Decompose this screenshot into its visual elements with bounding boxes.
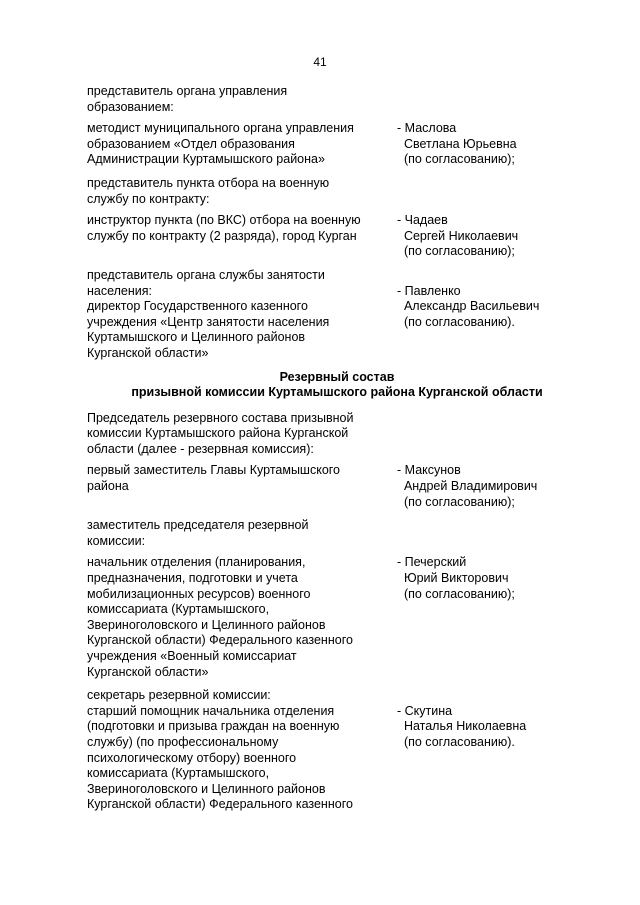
position-line: психологическому отбору) военного <box>87 750 297 765</box>
member-name <box>397 213 587 260</box>
position-line: мобилизационных ресурсов) военного <box>87 586 311 601</box>
label-line: представитель пункта отбора на военную <box>87 175 330 190</box>
position-line: Звериноголовского и Целинного районов <box>87 617 326 632</box>
member-row <box>87 268 587 362</box>
member-row <box>87 213 587 260</box>
position-line: Куртамышского и Целинного районов <box>87 330 306 345</box>
section-label <box>87 518 389 549</box>
name-line: - Павленко <box>397 283 461 298</box>
position-description <box>87 463 397 510</box>
position-line: первый заместитель Главы Куртамышского <box>87 463 341 478</box>
position-line: представитель органа службы занятости <box>87 267 325 282</box>
name-line: Наталья Николаевна <box>397 719 527 734</box>
position-line: инструктор пункта (по ВКС) отбора на военную <box>87 213 361 228</box>
label-line: комиссии Куртамышского района Курганской <box>87 426 349 441</box>
name-line: - Скутина <box>397 703 453 718</box>
name-line: Александр Васильевич <box>397 299 540 314</box>
member-name <box>397 268 587 362</box>
position-line: Курганской области» <box>87 664 209 679</box>
name-line: - Чадаев <box>397 213 448 228</box>
name-line: - Максунов <box>397 463 461 478</box>
label-line: комиссии: <box>87 533 146 548</box>
position-description <box>87 121 397 168</box>
name-line: - Маслова <box>397 121 457 136</box>
member-name <box>397 688 587 813</box>
position-line: Администрации Куртамышского района» <box>87 152 325 167</box>
label-line: области (далее - резервная комиссия): <box>87 441 314 456</box>
name-line: (по согласованию); <box>397 244 515 259</box>
name-line: (по согласованию). <box>397 314 515 329</box>
name-line: - Печерский <box>397 555 467 570</box>
title-line: призывной комиссии Куртамышского района Курганской области <box>131 385 543 400</box>
section-label <box>87 411 389 458</box>
position-line: населения: <box>87 283 153 298</box>
name-line: (по согласованию); <box>397 586 515 601</box>
label-line: заместитель председателя резервной <box>87 518 309 533</box>
name-line: Юрий Викторович <box>397 571 509 586</box>
position-line: директор Государственного казенного <box>87 299 308 314</box>
position-line: Звериноголовского и Целинного районов <box>87 781 326 796</box>
section-label <box>87 176 389 207</box>
position-line: Курганской области) Федерального казенного <box>87 633 353 648</box>
member-row <box>87 688 587 813</box>
position-line: учреждения «Центр занятости населения <box>87 314 330 329</box>
position-line: методист муниципального органа управления <box>87 121 354 136</box>
position-line: службу по контракту (2 разряда), город Курган <box>87 228 357 243</box>
section-label <box>87 84 389 115</box>
member-row <box>87 463 587 510</box>
name-line <box>397 688 587 704</box>
name-line: Светлана Юрьевна <box>397 136 517 151</box>
member-name <box>397 463 587 510</box>
position-line: начальник отделения (планирования, <box>87 555 306 570</box>
label-line: службу по контракту: <box>87 191 210 206</box>
label-line: представитель органа управления <box>87 84 288 98</box>
member-name <box>397 555 587 680</box>
position-description <box>87 555 397 680</box>
position-line: комиссариата (Куртамышского, <box>87 766 270 781</box>
member-row <box>87 121 587 168</box>
name-line: (по согласованию); <box>397 494 515 509</box>
position-line: учреждения «Военный комиссариат <box>87 649 297 663</box>
position-line: службу) (по профессиональному <box>87 734 279 749</box>
label-line: Председатель резервного состава призывной <box>87 410 354 425</box>
name-line: Сергей Николаевич <box>397 228 519 243</box>
position-line: старший помощник начальника отделения <box>87 703 335 718</box>
name-line: (по согласованию); <box>397 152 515 167</box>
position-line: Курганской области) Федерального казенного <box>87 797 353 812</box>
position-line: секретарь резервной комиссии: <box>87 688 271 703</box>
label-line: образованием: <box>87 99 174 114</box>
name-line: Андрей Владимирович <box>397 479 538 494</box>
name-line <box>397 268 587 284</box>
position-description <box>87 268 397 362</box>
member-name <box>397 121 587 168</box>
position-line: образованием «Отдел образования <box>87 136 295 151</box>
member-row <box>87 555 587 680</box>
page-number: 41 <box>313 55 327 69</box>
position-description <box>87 688 397 813</box>
document-body <box>87 84 587 821</box>
name-line: (по согласованию). <box>397 734 515 749</box>
position-description <box>87 213 397 260</box>
position-line: (подготовки и призыва граждан на военную <box>87 719 340 734</box>
position-line: комиссариата (Куртамышского, <box>87 602 270 617</box>
position-line: Курганской области» <box>87 345 209 360</box>
title-line: Резервный состав <box>279 369 395 384</box>
position-line: района <box>87 479 129 494</box>
section-title <box>87 370 587 401</box>
position-line: предназначения, подготовки и учета <box>87 571 298 586</box>
